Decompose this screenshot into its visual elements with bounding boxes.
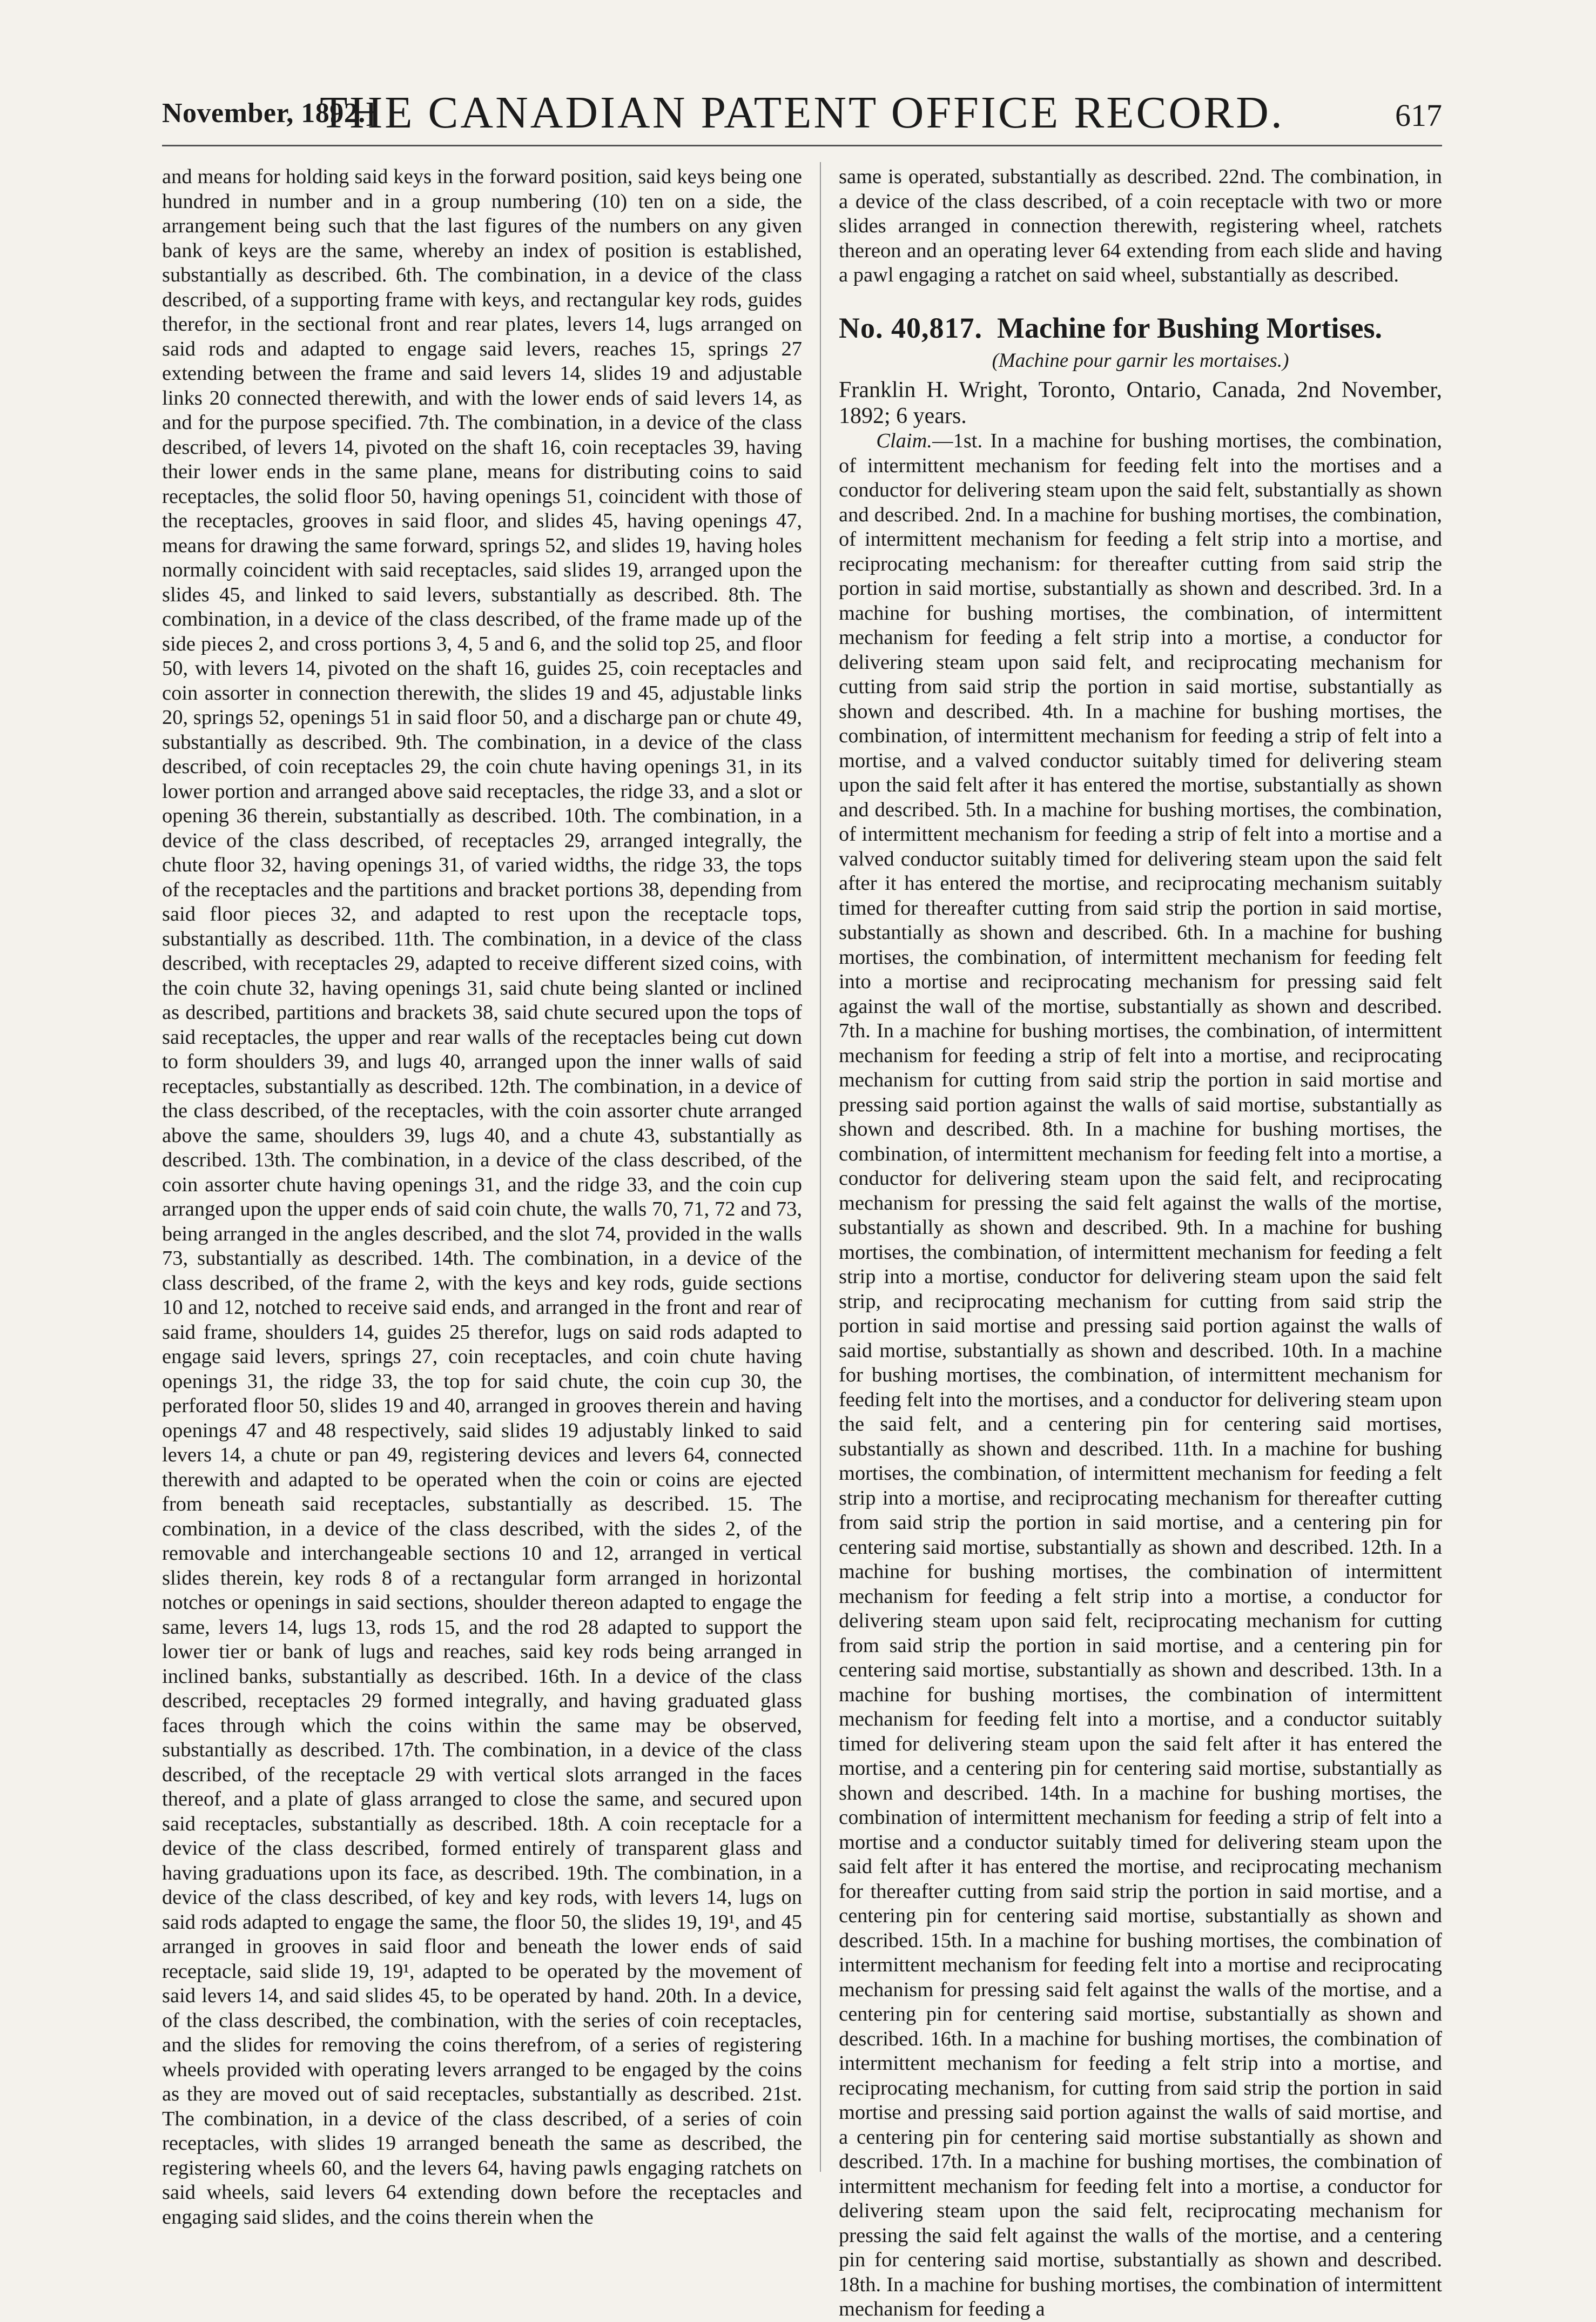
column-divider <box>820 162 821 2172</box>
claim-label: Claim. <box>876 429 933 452</box>
left-column <box>162 165 802 2229</box>
patent-title: Machine for Bushing Mortises. <box>997 311 1382 344</box>
claims-text <box>839 429 1442 2322</box>
publication-title: THE CANADIAN PATENT OFFICE RECORD. <box>320 88 1284 138</box>
page-number: 617 <box>1395 98 1442 133</box>
french-title: (Machine pour garnir les mortaises.) <box>992 349 1289 372</box>
patent-heading <box>839 311 1442 345</box>
header-rule <box>162 145 1442 146</box>
page-header <box>162 81 1442 140</box>
continuation-text: same is operated, substantially as described. 22nd. The combination, in a device of the class described, of a coin receptacle with two or more slides arranged in connection therewith, registering wheel, ratchets thereon and an operating lever 64 extending from each slide and having a pawl engaging a ratchet on said wheel, substantially as described. <box>839 165 1442 286</box>
left-column-text: and means for holding said keys in the forward position, said keys being one hundred in number and in a group numbering (10) ten on a side, the arrangement being such that the last figures of the numbers on any given bank of keys are the same, whereby an index of position is established, substantially as described. 6th. The combination, in a device of the class described, of a supporting frame with keys, and rectangular key rods, guides therefor, in the sectional front and rear plates, levers 14, lugs arranged on said rods and adapted to engage said levers, reaches 15, springs 27 extending between the frame and said levers 14, slides 19 and adjustable links 20 connected therewith, and with the lower ends of said levers 14, as and for the purpose specified. 7th. The combination, in a device of the class described, of levers 14, pivoted on the shaft 16, coin receptacles 39, having their lower ends in the same plane, means for distributing coins to said receptacles, the solid floor 50, having openings 51, coincident with those of the receptacles, grooves in said floor, and slides 45, having openings 47, means for drawing the same forward, springs 52, and slides 19, having holes normally coincident with said receptacles, said slides 19, arranged upon the slides 45, and linked to said levers, substantially as described. 8th. The combination, in a device of the class described, of the frame made up of the side pieces 2, and cross portions 3, 4, 5 and 6, and the solid top 25, and floor 50, with levers 14, pivoted on the shaft 16, guides 25, coin receptacles and coin assorter in connection therewith, the slides 19 and 45, adjustable links 20, springs 52, openings 51 in said floor 50, and a discharge pan or chute 49, substantially as described. 9th. The combination, in a device of the class described, of coin receptacles 29, the coin chute having openings 31, in its lower portion and arranged above said receptacles, the ridge 33, and a slot or opening 36 therein, substantially as described. 10th. The combination, in a device of the class described, of receptacles 29, arranged integrally, the chute floor 32, having openings 31, of varied widths, the ridge 33, the tops of the receptacles and the partitions and bracket portions 38, depending from said floor pieces 32, and adapted to rest upon the receptacle tops, substantially as described. 11th. The combination, in a device of the class described, with receptacles 29, adapted to receive different sized coins, with the coin chute 32, having openings 31, said chute being slanted or inclined as described, partitions and brackets 38, said chute secured upon the tops of said receptacles, the upper and rear walls of the receptacles being cut down to form shoulders 39, and lugs 40, arranged upon the inner walls of said receptacles, substantially as described. 12th. The combination, in a device of the class described, of the receptacles, with the coin assorter chute arranged above the same, shoulders 39, lugs 40, and a chute 43, substantially as described. 13th. The combination, in a device of the class described, of the coin assorter chute having openings 31, and the ridge 33, and the coin cup arranged upon the upper ends of said coin chute, the walls 70, 71, 72 and 73, being arranged in the angles described, and the slot 74, provided in the walls 73, substantially as described. 14th. The combination, in a device of the class described, of the frame 2, with the keys and key rods, guide sections 10 and 12, notched to receive said ends, and arranged in the front and rear of said frame, shoulders 14, guides 25 therefor, lugs on said rods adapted to engage said levers, springs 27, coin receptacles, and coin chute having openings 31, the ridge 33, the top for said chute, the coin cup 30, the perforated floor 50, slides 19 and 40, arranged in grooves therein and having openings 47 and 48 respectively, said slides 19 adjustably linked to said levers 14, a chute or pan 49, registering devices and levers 64, connected therewith and adapted to be operated when the coin or coins are ejected from beneath said receptacles, substantially as described. 15. The combination, in a device of the class described, with the sides 2, of the removable and interchangeable sections 10 and 12, arranged in vertical slides therein, key rods 8 of a rectangular form arranged in horizontal notches or openings in said sections, shoulder thereon adapted to engage the same, levers 14, lugs 13, rods 15, and the rod 28 adapted to support the lower tier or bank of lugs and reaches, said key rods being arranged in inclined banks, substantially as described. 16th. In a device of the class described, receptacles 29 formed integrally, and having graduated glass faces through which the coins within the same may be observed, substantially as described. 17th. The combination, in a device of the class described, of the receptacle 29 with vertical slots arranged in the faces thereof, and a plate of glass arranged to close the same, and secured upon said receptacles, substantially as described. 18th. A coin receptacle for a device of the class described, formed entirely of transparent glass and having graduations upon its face, as described. 19th. The combination, in a device of the class described, of key and key rods, with levers 14, lugs on said rods adapted to engage the same, the floor 50, the slides 19, 19¹, and 45 arranged in grooves in said floor and beneath the lower ends of said receptacle, said slide 19, 19¹, adapted to be operated by the movement of said levers 14, and said slides 45, to be operated by hand. 20th. In a device, of the class described, the combination, with the series of coin receptacles, and the slides for removing the coins therefrom, of a series of registering wheels provided with operating levers arranged to be engaged by the coins as they are moved out of said receptacles, substantially as described. 21st. The combination, in a device of the class described, of a series of coin receptacles, with slides 19 arranged beneath the same as described, the registering wheels 60, and the levers 64, having pawls engaging ratchets on said wheels, said levers 64 extending down before the receptacles and engaging said slides, and the coins therein when the <box>162 165 802 2229</box>
right-column <box>839 165 1442 2320</box>
issue-date: November, 1892.] <box>162 98 375 129</box>
inventor-line: Franklin H. Wright, Toronto, Ontario, Canada, 2nd November, 1892; 6 years. <box>839 378 1442 428</box>
patent-number: No. 40,817. <box>839 311 982 344</box>
claims-body: —1st. In a machine for bushing mortises, the combination, of intermittent mechanism for feeding felt into the mortises and a conductor for delivering steam upon the said felt, substantially as shown and described. 2nd. In a machine for bushing mortises, the combination, of intermittent mechanism for feeding a felt strip into a mortise, and reciprocating mechanism: for thereafter cutting from said strip the portion in said mortise, substantially as shown and described. 3rd. In a machine for bushing mortises, the combination, of intermittent mechanism for feeding a felt strip into a mortise, a conductor for delivering steam upon said felt, and reciprocating mechanism for cutting from said strip the portion in said mortise, substantially as shown and described. 4th. In a machine for bushing mortises, the combination, of intermittent mechanism for feeding a strip of felt into a mortise, and a valved conductor suitably timed for delivering steam upon the said felt after it has entered the mortise, substantially as shown and described. 5th. In a machine for bushing mortises, the combination, of intermittent mechanism for feeding a strip of felt into a mortise and a valved conductor suitably timed for delivering steam upon the said felt after it has entered the mortise, and reciprocating mechanism suitably timed for thereafter cutting from said strip the portion in said mortise, substantially as shown and described. 6th. In a machine for bushing mortises, the combination, of intermittent mechanism for feeding felt into a mortise and reciprocating mechanism for pressing said felt against the wall of the mortise, substantially as shown and described. 7th. In a machine for bushing mortises, the combination, of intermittent mechanism for feeding a strip of felt into a mortise, and reciprocating mechanism for cutting from said strip the portion in said mortise and pressing said portion against the walls of said mortise, substantially as shown and described. 8th. In a machine for bushing mortises, the combination, of intermittent mechanism for feeding felt into a mortise, a conductor for delivering steam upon the said felt, and reciprocating mechanism for pressing the said felt against the walls of the mortise, substantially as shown and described. 9th. In a machine for bushing mortises, the combination, of intermittent mechanism for feeding a felt strip into a mortise, conductor for delivering steam upon the said felt strip, and reciprocating mechanism for cutting from said strip the portion in said mortise and pressing said portion against the walls of said mortise, substantially as shown and described. 10th. In a machine for bushing mortises, the combination, of intermittent mechanism for feeding felt into the mortises, and a conductor for delivering steam upon the said felt, and a centering pin for centering said mortises, substantially as shown and described. 11th. In a machine for bushing mortises, the combination, of intermittent mechanism for feeding a felt strip into a mortise, and reciprocating mechanism for thereafter cutting from said strip the portion in said mortise, and a centering pin for centering said mortise, substantially as shown and described. 12th. In a machine for bushing mortises, the combination of intermittent mechanism for feeding a felt strip into a mortise, a conductor for delivering steam upon said felt, reciprocating mechanism for cutting from said strip the portion in said mortise, and a centering pin for centering said mortise, substantially as shown and described. 13th. In a machine for bushing mortises, the combination of intermittent mechanism for feeding felt into a mortise, and a conductor suitably timed for delivering steam upon the said felt after it has entered the mortise, and a centering pin for centering said mortise, substantially as shown and described. 14th. In a machine for bushing mortises, the combination of intermittent mechanism for feeding a strip of felt into a mortise and a conductor suitably timed for delivering steam upon the said felt after it has entered the mortise, and reciprocating mechanism for thereafter cutting from said strip the portion in said mortise, and a centering pin for centering said mortise, substantially as shown and described. 15th. In a machine for bushing mortises, the combination of intermittent mechanism for feeding felt into a mortise and reciprocating mechanism for pressing said felt against the walls of the mortise, and a centering pin for centering said mortise, substantially as shown and described. 16th. In a machine for bushing mortises, the combination of intermittent mechanism for feeding a felt strip into a mortise, and reciprocating mechanism, for cutting from said strip the portion in said mortise and pressing said portion against the walls of said mortise, and a centering pin for centering said mortise substantially as shown and described. 17th. In a machine for bushing mortises, the combination of intermittent mechanism for feeding felt into a mortise, a conductor for delivering steam upon the said felt, reciprocating mechanism for pressing the said felt against the walls of the mortise, and a centering pin for centering said mortise, substantially as shown and described. 18th. In a machine for bushing mortises, the combination of intermittent mechanism for feeding a <box>839 429 1442 2320</box>
